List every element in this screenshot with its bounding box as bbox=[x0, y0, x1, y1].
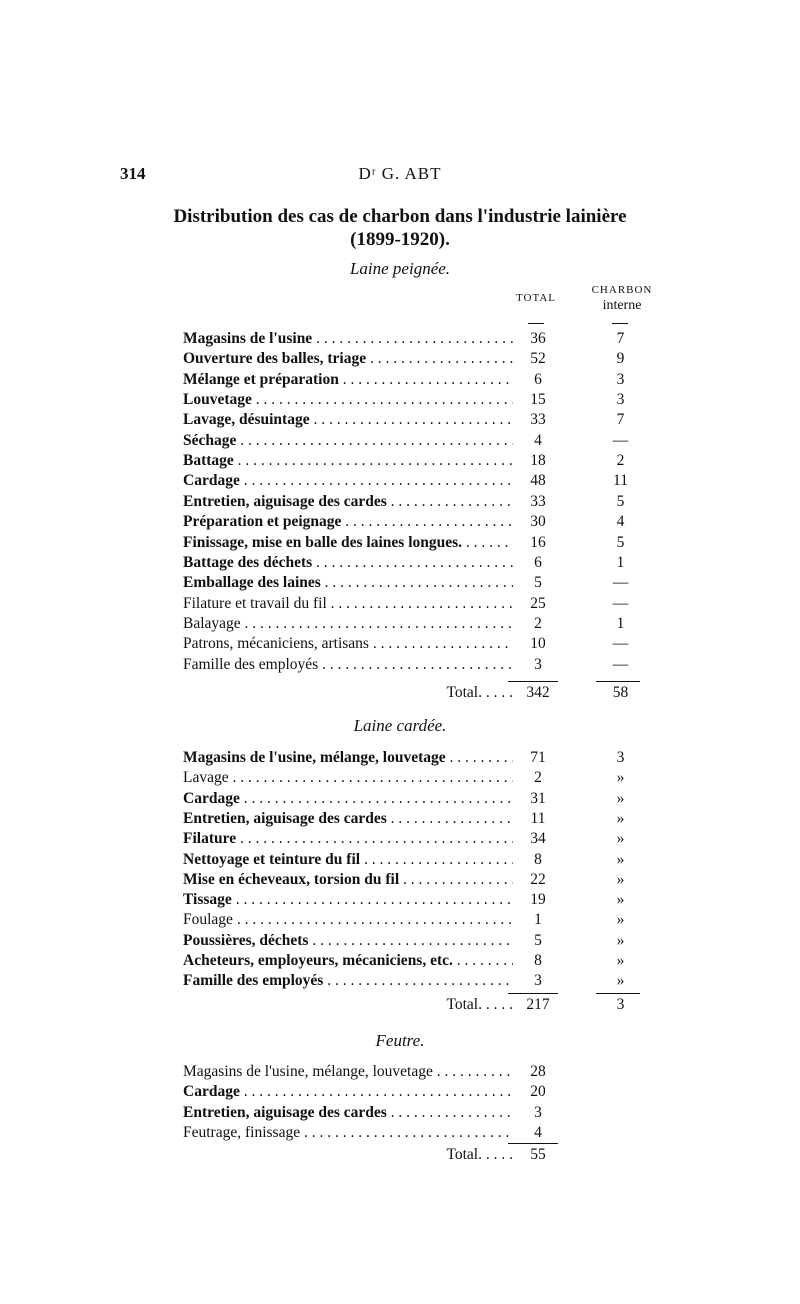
row-charbon: » bbox=[616, 891, 625, 909]
row-total: 48 bbox=[530, 472, 546, 490]
total-row bbox=[183, 1146, 643, 1166]
table-row bbox=[183, 391, 643, 411]
table-row bbox=[183, 749, 643, 769]
row-label: Feutrage, finissage . . . bbox=[183, 1124, 513, 1142]
row-label: Finissage, mise en balle des laines longues. . . . bbox=[183, 534, 513, 552]
total-row bbox=[183, 684, 643, 704]
row-charbon: » bbox=[616, 830, 625, 848]
row-total: 1 bbox=[534, 911, 542, 929]
row-label: Famille des employés . . . bbox=[183, 656, 513, 674]
row-label: Lavage . . . bbox=[183, 769, 513, 787]
row-total: 71 bbox=[530, 749, 546, 766]
row-label: Entretien, aiguisage des cardes . . . bbox=[183, 810, 513, 828]
row-charbon: » bbox=[616, 769, 625, 787]
table-row bbox=[183, 493, 643, 513]
row-label: Cardage . . . bbox=[183, 1083, 513, 1101]
row-total: 25 bbox=[530, 594, 546, 612]
table-row bbox=[183, 871, 643, 891]
row-total: 31 bbox=[530, 789, 546, 807]
row-total: 36 bbox=[530, 330, 546, 347]
row-total: 10 bbox=[530, 635, 546, 653]
row-label: Battage des déchets . . . bbox=[183, 554, 513, 572]
row-total: 8 bbox=[534, 850, 542, 868]
row-charbon: 11 bbox=[613, 472, 628, 490]
row-total: 2 bbox=[534, 769, 542, 787]
row-charbon: — bbox=[612, 635, 629, 653]
row-label: Battage . . . bbox=[183, 452, 513, 470]
row-total: 6 bbox=[534, 370, 542, 388]
row-label: Filature . . . bbox=[183, 830, 513, 848]
table-row bbox=[183, 851, 643, 871]
row-label: Magasins de l'usine, mélange, louvetage . . . bbox=[183, 749, 513, 767]
charbon-total-value: 3 bbox=[616, 996, 625, 1013]
table-row bbox=[183, 972, 643, 992]
row-label: Poussières, déchets . . . bbox=[183, 932, 513, 950]
row-label: Emballage des laines . . . bbox=[183, 574, 513, 592]
charbon-total-rule bbox=[596, 681, 640, 682]
row-total: 18 bbox=[530, 452, 546, 470]
row-label: Filature et travail du fil . . . bbox=[183, 595, 513, 613]
row-charbon: 3 bbox=[616, 391, 625, 409]
section-title-laine-cardee: Laine cardée. bbox=[353, 716, 447, 735]
table-row bbox=[183, 1083, 643, 1103]
column-header-charbon: CHARBON bbox=[591, 284, 653, 296]
table-row bbox=[183, 952, 643, 972]
row-total: 3 bbox=[534, 655, 542, 673]
row-total: 4 bbox=[534, 431, 542, 449]
table-row bbox=[183, 432, 643, 452]
page-number: 314 bbox=[120, 164, 146, 183]
column-header-charbon-dash bbox=[612, 323, 628, 324]
row-total: 16 bbox=[530, 533, 546, 551]
table-row bbox=[183, 911, 643, 931]
running-head: Dʳ G. ABT bbox=[358, 164, 442, 183]
row-charbon: » bbox=[616, 789, 625, 807]
row-label: Patrons, mécaniciens, artisans . . . bbox=[183, 635, 513, 653]
row-total: 15 bbox=[530, 391, 546, 409]
table-row bbox=[183, 656, 643, 676]
row-charbon: 3 bbox=[616, 749, 625, 766]
row-total: 30 bbox=[530, 513, 546, 531]
row-total: 8 bbox=[534, 952, 542, 969]
row-total: 22 bbox=[530, 870, 546, 888]
row-label: Balayage . . . bbox=[183, 615, 513, 633]
section-title-feutre: Feutre. bbox=[375, 1031, 425, 1050]
total-label: Total. . . . . bbox=[446, 684, 513, 701]
row-total: 33 bbox=[530, 492, 546, 510]
row-label: Entretien, aiguisage des cardes . . . bbox=[183, 1104, 513, 1122]
row-charbon: 1 bbox=[616, 614, 625, 632]
row-total: 11 bbox=[530, 809, 546, 827]
row-label: Mise en écheveaux, torsion du fil . . . bbox=[183, 871, 513, 889]
table-row bbox=[183, 574, 643, 594]
total-rule bbox=[508, 681, 558, 682]
row-total: 5 bbox=[534, 574, 542, 592]
row-charbon: — bbox=[612, 655, 629, 673]
row-charbon: 3 bbox=[616, 370, 625, 388]
row-charbon: » bbox=[616, 952, 625, 969]
table-row bbox=[183, 595, 643, 615]
row-label: Louvetage . . . bbox=[183, 391, 513, 409]
table-row bbox=[183, 635, 643, 655]
total-rule bbox=[508, 1143, 558, 1144]
row-total: 20 bbox=[530, 1083, 546, 1101]
table-row bbox=[183, 790, 643, 810]
row-label: Famille des employés . . . bbox=[183, 972, 513, 990]
total-value: 217 bbox=[526, 996, 550, 1013]
row-label: Préparation et peignage . . . bbox=[183, 513, 513, 531]
row-label: Nettoyage et teinture du fil . . . bbox=[183, 851, 513, 869]
row-charbon: 4 bbox=[616, 513, 625, 531]
row-total: 19 bbox=[530, 891, 546, 909]
total-value: 342 bbox=[526, 684, 550, 701]
row-charbon: » bbox=[616, 911, 625, 929]
row-total: 5 bbox=[534, 931, 542, 949]
row-label: Foulage . . . bbox=[183, 911, 513, 929]
table-row bbox=[183, 534, 643, 554]
total-row bbox=[183, 996, 643, 1016]
table-row bbox=[183, 1063, 643, 1083]
row-total: 3 bbox=[534, 1103, 542, 1121]
column-header-total-dash bbox=[528, 323, 544, 324]
table-row bbox=[183, 1124, 643, 1144]
table-row bbox=[183, 810, 643, 830]
row-charbon: 5 bbox=[616, 492, 625, 510]
table-row bbox=[183, 371, 643, 391]
row-charbon: 9 bbox=[616, 350, 625, 368]
row-label: Mélange et préparation . . . bbox=[183, 371, 513, 389]
total-value: 55 bbox=[530, 1146, 546, 1163]
table-row bbox=[183, 1104, 643, 1124]
row-label: Acheteurs, employeurs, mécaniciens, etc. . . . bbox=[183, 952, 513, 970]
row-label: Cardage . . . bbox=[183, 790, 513, 808]
table-row bbox=[183, 615, 643, 635]
row-total: 52 bbox=[530, 350, 546, 368]
row-label: Magasins de l'usine . . . bbox=[183, 330, 513, 348]
row-charbon: 1 bbox=[616, 553, 625, 571]
row-total: 6 bbox=[534, 553, 542, 571]
charbon-total-value: 58 bbox=[612, 684, 629, 701]
charbon-total-rule bbox=[596, 993, 640, 994]
section-title-laine-peignee: Laine peignée. bbox=[349, 259, 451, 278]
row-charbon: 7 bbox=[616, 411, 625, 429]
total-label: Total. . . . . bbox=[446, 1146, 513, 1163]
row-total: 4 bbox=[534, 1123, 542, 1141]
row-label: Entretien, aiguisage des cardes . . . bbox=[183, 493, 513, 511]
table-title-line2: (1899-1920). bbox=[350, 229, 450, 250]
table-title-line1: Distribution des cas de charbon dans l'industrie lainière bbox=[173, 206, 627, 227]
row-charbon: — bbox=[612, 574, 629, 592]
table-row bbox=[183, 411, 643, 431]
table-title bbox=[0, 205, 800, 251]
row-charbon: » bbox=[616, 870, 625, 888]
row-charbon: 7 bbox=[616, 330, 625, 347]
row-label: Lavage, désuintage . . . bbox=[183, 411, 513, 429]
row-total: 34 bbox=[530, 830, 546, 848]
table-row bbox=[183, 513, 643, 533]
row-total: 33 bbox=[530, 411, 546, 429]
table-row bbox=[183, 932, 643, 952]
table-row bbox=[183, 554, 643, 574]
row-charbon: » bbox=[616, 809, 625, 827]
row-charbon: » bbox=[616, 931, 625, 949]
row-total: 2 bbox=[534, 614, 542, 632]
row-label: Séchage . . . bbox=[183, 432, 513, 450]
row-label: Magasins de l'usine, mélange, louvetage . . . bbox=[183, 1063, 513, 1081]
row-label: Ouverture des balles, triage . . . bbox=[183, 350, 513, 368]
table-row bbox=[183, 472, 643, 492]
row-charbon: 5 bbox=[616, 533, 625, 551]
column-header-charbon-sub: interne bbox=[602, 298, 642, 313]
table-row bbox=[183, 452, 643, 472]
row-charbon: — bbox=[612, 431, 629, 449]
column-header-total: TOTAL bbox=[516, 292, 556, 304]
table-row bbox=[183, 891, 643, 911]
row-total: 3 bbox=[534, 972, 542, 990]
row-charbon: » bbox=[616, 850, 625, 868]
total-rule bbox=[508, 993, 558, 994]
table-row bbox=[183, 350, 643, 370]
table-row bbox=[183, 769, 643, 789]
row-charbon: » bbox=[616, 972, 625, 990]
row-label: Tissage . . . bbox=[183, 891, 513, 909]
total-label: Total. . . . . bbox=[446, 996, 513, 1013]
table-row bbox=[183, 330, 643, 350]
row-total: 28 bbox=[530, 1063, 546, 1080]
row-charbon: 2 bbox=[616, 452, 625, 470]
row-label: Cardage . . . bbox=[183, 472, 513, 490]
row-charbon: — bbox=[612, 594, 629, 612]
table-row bbox=[183, 830, 643, 850]
